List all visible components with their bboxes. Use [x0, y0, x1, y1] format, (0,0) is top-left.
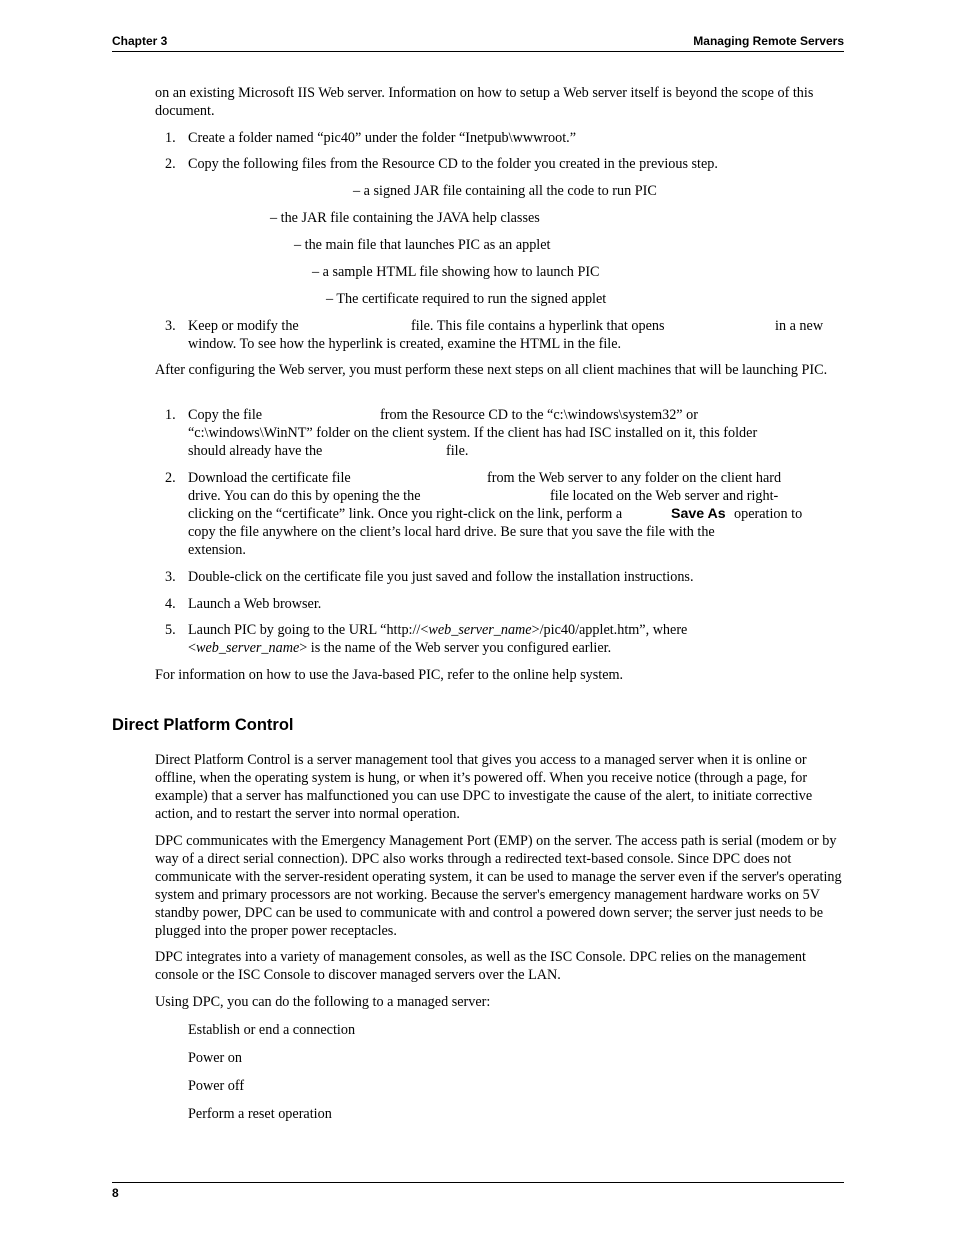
step-text: from the Resource CD to the “c:\windows\system32” or — [380, 407, 698, 423]
page-header — [112, 34, 844, 52]
url-instruction: Launch PIC by going to the URL “http://<web_server_name>/pic40/applet.htm”, where — [188, 622, 688, 638]
dpc-overview-paragraph: Direct Platform Control is a server management tool that gives you access to a managed server when it is online or offline, when the operating system is hung, or when it’s powered off. When you receive notice (through a page, for example) that a server has malfunctioned you can use DPC to investigate the cause of the alert, to initiate corrective action, and to restart the server into normal operation. — [155, 752, 813, 822]
file-description: – a sample HTML file showing how to launch PIC — [312, 264, 600, 280]
chapter-label: Chapter 3 — [112, 34, 168, 48]
step-text: window. To see how the hyperlink is created, examine the HTML in the file. — [188, 336, 622, 352]
step-number: 1. — [165, 407, 176, 423]
step-text: copy the file anywhere on the client’s local hard drive. Be sure that you save the file with the — [188, 524, 715, 540]
file-description: – a signed JAR file containing all the code to run PIC — [353, 183, 657, 199]
step-number: 3. — [165, 569, 176, 585]
step-number: 2. — [165, 156, 176, 172]
save-as-command: Save As — [671, 506, 726, 522]
file-description: – the JAR file containing the JAVA help classes — [270, 210, 540, 226]
step-number: 3. — [165, 318, 176, 334]
file-description: – The certificate required to run the signed applet — [326, 291, 607, 307]
step-text: clicking on the “certificate” link. Once you right-click on the link, perform a — [188, 506, 623, 522]
step-number: 2. — [165, 470, 176, 486]
capability-item: Power off — [188, 1078, 245, 1094]
dpc-communication-paragraph: DPC communicates with the Emergency Management Port (EMP) on the server. The access path is serial (modem or by way of a direct serial connection). DPC also works through a redirected text-based console. Since DPC does not communicate with the server-resident operating system, it can be used to manage the server even if the server's operating system and primary processors are not working. Because the server's emergency management hardware works on 5V standby power, DPC can be used to communicate with and control a powered down server; the server just needs to be plugged into the proper power receptacles. — [155, 833, 842, 939]
capability-item: Power on — [188, 1050, 242, 1066]
chapter-title: Managing Remote Servers — [693, 34, 844, 48]
url-instruction: <web_server_name> is the name of the Web server you configured earlier. — [188, 640, 612, 656]
header-rule — [112, 51, 844, 52]
after-config-paragraph: After configuring the Web server, you must perform these next steps on all client machines that will be launching PIC. — [155, 362, 828, 378]
step-text: file located on the Web server and right- — [550, 488, 779, 504]
dpc-integration-paragraph: DPC integrates into a variety of management consoles, as well as the ISC Console. DPC relies on the management console or the ISC Console to discover managed servers over the LAN. — [155, 949, 806, 983]
step-number: 5. — [165, 622, 176, 638]
step-text: file. This file contains a hyperlink that opens — [411, 318, 665, 334]
file-description: – the main file that launches PIC as an applet — [294, 237, 551, 253]
step-text: should already have the — [188, 443, 323, 459]
footer-rule — [112, 1182, 844, 1183]
step-text: Launch a Web browser. — [188, 596, 322, 612]
step-text: from the Web server to any folder on the client hard — [487, 470, 782, 486]
capability-item: Establish or end a connection — [188, 1022, 356, 1038]
step-number: 1. — [165, 130, 176, 146]
step-text: Create a folder named “pic40” under the folder “Inetpub\wwwroot.” — [188, 130, 577, 146]
step-text: Copy the file — [188, 407, 263, 423]
step-text: extension. — [188, 542, 246, 558]
step-text: Double-click on the certificate file you just saved and follow the installation instructions. — [188, 569, 694, 585]
step-text: in a new — [775, 318, 824, 334]
capability-item: Perform a reset operation — [188, 1106, 332, 1122]
intro-paragraph: on an existing Microsoft IIS Web server. Information on how to setup a Web server itself is beyond the scope of this document. — [155, 85, 814, 119]
section-heading: Direct Platform Control — [112, 716, 294, 734]
step-text: Download the certificate file — [188, 470, 351, 486]
page-number: 8 — [112, 1186, 119, 1200]
step-text: operation to — [734, 506, 803, 522]
step-text: drive. You can do this by opening the the — [188, 488, 421, 504]
dpc-usage-intro: Using DPC, you can do the following to a managed server: — [155, 994, 491, 1010]
online-help-paragraph: For information on how to use the Java-based PIC, refer to the online help system. — [155, 667, 624, 683]
step-text: Keep or modify the — [188, 318, 299, 334]
step-text: Copy the following files from the Resource CD to the folder you created in the previous step. — [188, 156, 718, 172]
step-text: file. — [446, 443, 469, 459]
step-text: “c:\windows\WinNT” folder on the client system. If the client has had ISC installed on it, this folder — [188, 425, 758, 441]
step-number: 4. — [165, 596, 176, 612]
